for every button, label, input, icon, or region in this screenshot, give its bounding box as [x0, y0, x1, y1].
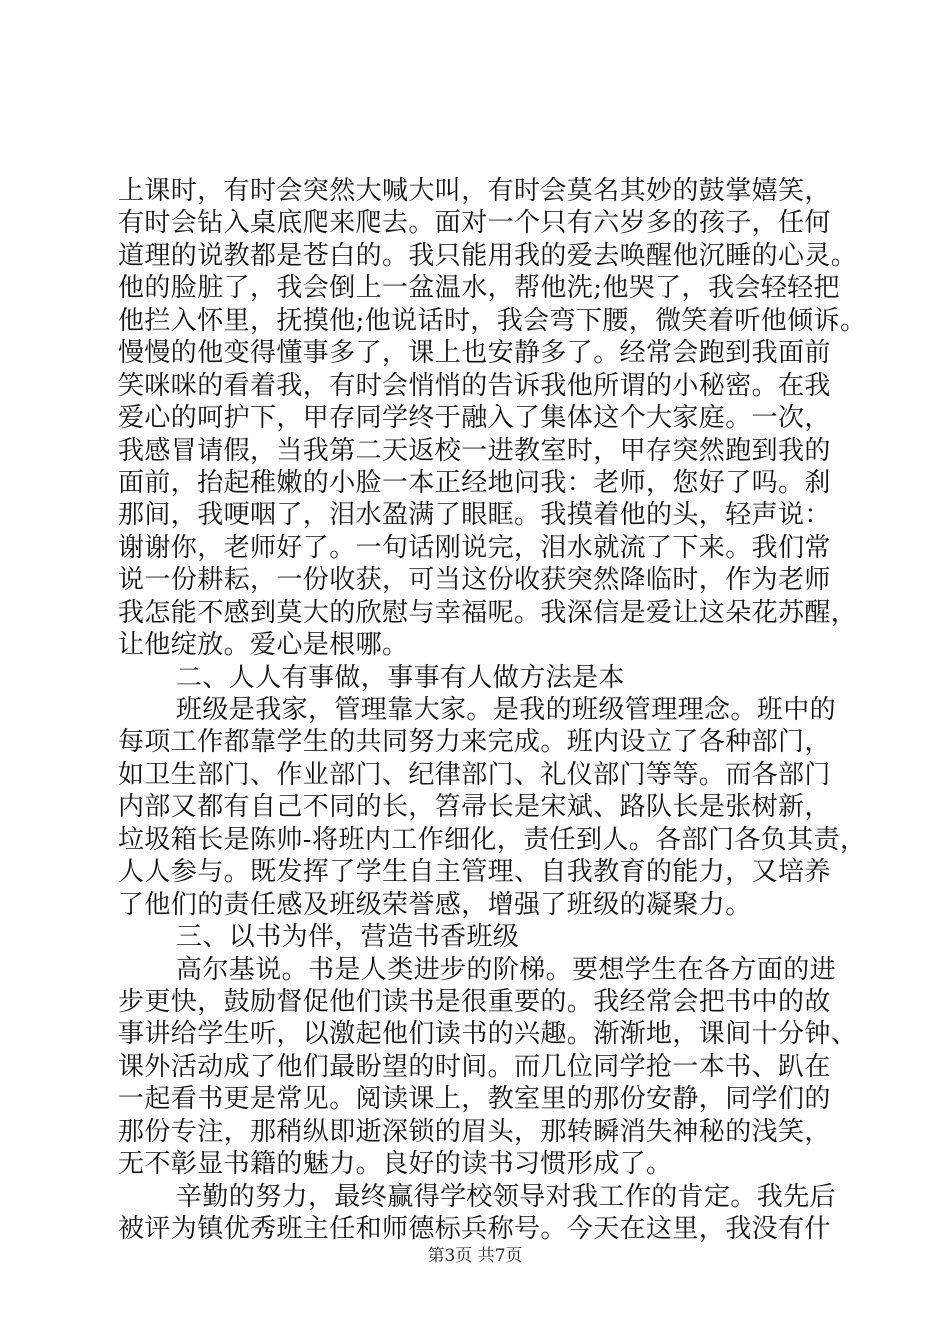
- text-line: 事讲给学生听，以激起他们读书的兴趣。渐渐地，课间十分钟、: [118, 1019, 858, 1050]
- text-line: 让他绽放。爱心是根哪。: [118, 630, 409, 661]
- text-line: 垃圾箱长是陈帅-将班内工作细化，责任到人。各部门各负其责，: [118, 824, 867, 855]
- text-line: 内部又都有自己不同的长，笤帚长是宋斌、路队长是张树新，: [118, 792, 831, 823]
- text-line: 他的脸脏了，我会倒上一盆温水，帮他洗;他哭了，我会轻轻把: [118, 273, 840, 304]
- text-line: 有时会钻入桌底爬来爬去。面对一个只有六岁多的孩子，任何: [118, 208, 831, 239]
- text-line: 三、以书为伴，营造书香班级: [176, 922, 520, 953]
- text-line: 我怎能不感到莫大的欣慰与幸福呢。我深信是爱让这朵花苏醒，: [118, 597, 858, 628]
- text-line: 那份专注，那稍纵即逝深锁的眉头，那转瞬消失神秘的浅笑，: [118, 1116, 831, 1147]
- text-line: 谢谢你，老师好了。一句话刚说完，泪水就流了下来。我们常: [118, 532, 831, 563]
- text-line: 上课时，有时会突然大喊大叫，有时会莫名其妙的鼓掌嬉笑，: [118, 176, 831, 206]
- text-line: 慢慢的他变得懂事多了，课上也安静多了。经常会跑到我面前: [118, 338, 831, 369]
- text-line: 每项工作都靠学生的共同努力来完成。班内设立了各种部门，: [118, 727, 831, 758]
- text-line: 他拦入怀里，抚摸他;他说话时，我会弯下腰，微笑着听他倾诉。: [118, 305, 867, 336]
- text-line: 课外活动成了他们最盼望的时间。而几位同学抢一本书、趴在: [118, 1051, 831, 1082]
- text-line: 了他们的责任感及班级荣誉感，增强了班级的凝聚力。: [118, 889, 752, 920]
- text-line: 如卫生部门、作业部门、纪律部门、礼仪部门等等。而各部门: [118, 759, 831, 790]
- text-line: 一起看书更是常见。阅读课上，教室里的那份安静，同学们的: [118, 1084, 831, 1115]
- text-line: 我感冒请假，当我第二天返校一进教室时，甲存突然跑到我的: [118, 435, 831, 466]
- text-line: 笑咪咪的看着我，有时会悄悄的告诉我他所谓的小秘密。在我: [118, 370, 831, 401]
- text-line: 步更快，鼓励督促他们读书是很重要的。我经常会把书中的故: [118, 986, 831, 1017]
- text-line: 无不彰显书籍的魅力。良好的读书习惯形成了。: [118, 1149, 673, 1180]
- document-body: [118, 175, 867, 1245]
- text-line: 面前，抬起稚嫩的小脸一本正经地问我：老师，您好了吗。刹: [118, 467, 831, 498]
- text-line: 那间，我哽咽了，泪水盈满了眼眶。我摸着他的头，轻声说：: [118, 500, 831, 531]
- text-line: 被评为镇优秀班主任和师德标兵称号。今天在这里，我没有什: [118, 1214, 831, 1244]
- text-line: 高尔基说。书是人类进步的阶梯。要想学生在各方面的进: [176, 954, 837, 985]
- text-line: 二、人人有事做，事事有人做方法是本: [176, 662, 625, 693]
- text-line: 辛勤的努力，最终赢得学校领导对我工作的肯定。我先后: [176, 1181, 837, 1212]
- text-line: 道理的说教都是苍白的。我只能用我的爱去唤醒他沉睡的心灵。: [118, 240, 858, 271]
- page-footer: 第3页 共7页: [427, 1246, 523, 1266]
- text-line: 说一份耕耘，一份收获，可当这份收获突然降临时，作为老师: [118, 565, 831, 596]
- text-line: 人人参与。既发挥了学生自主管理、自我教育的能力，又培养: [118, 857, 831, 888]
- text-line: 班级是我家，管理靠大家。是我的班级管理理念。班中的: [176, 695, 837, 725]
- text-line: 爱心的呵护下，甲存同学终于融入了集体这个大家庭。一次，: [118, 403, 831, 434]
